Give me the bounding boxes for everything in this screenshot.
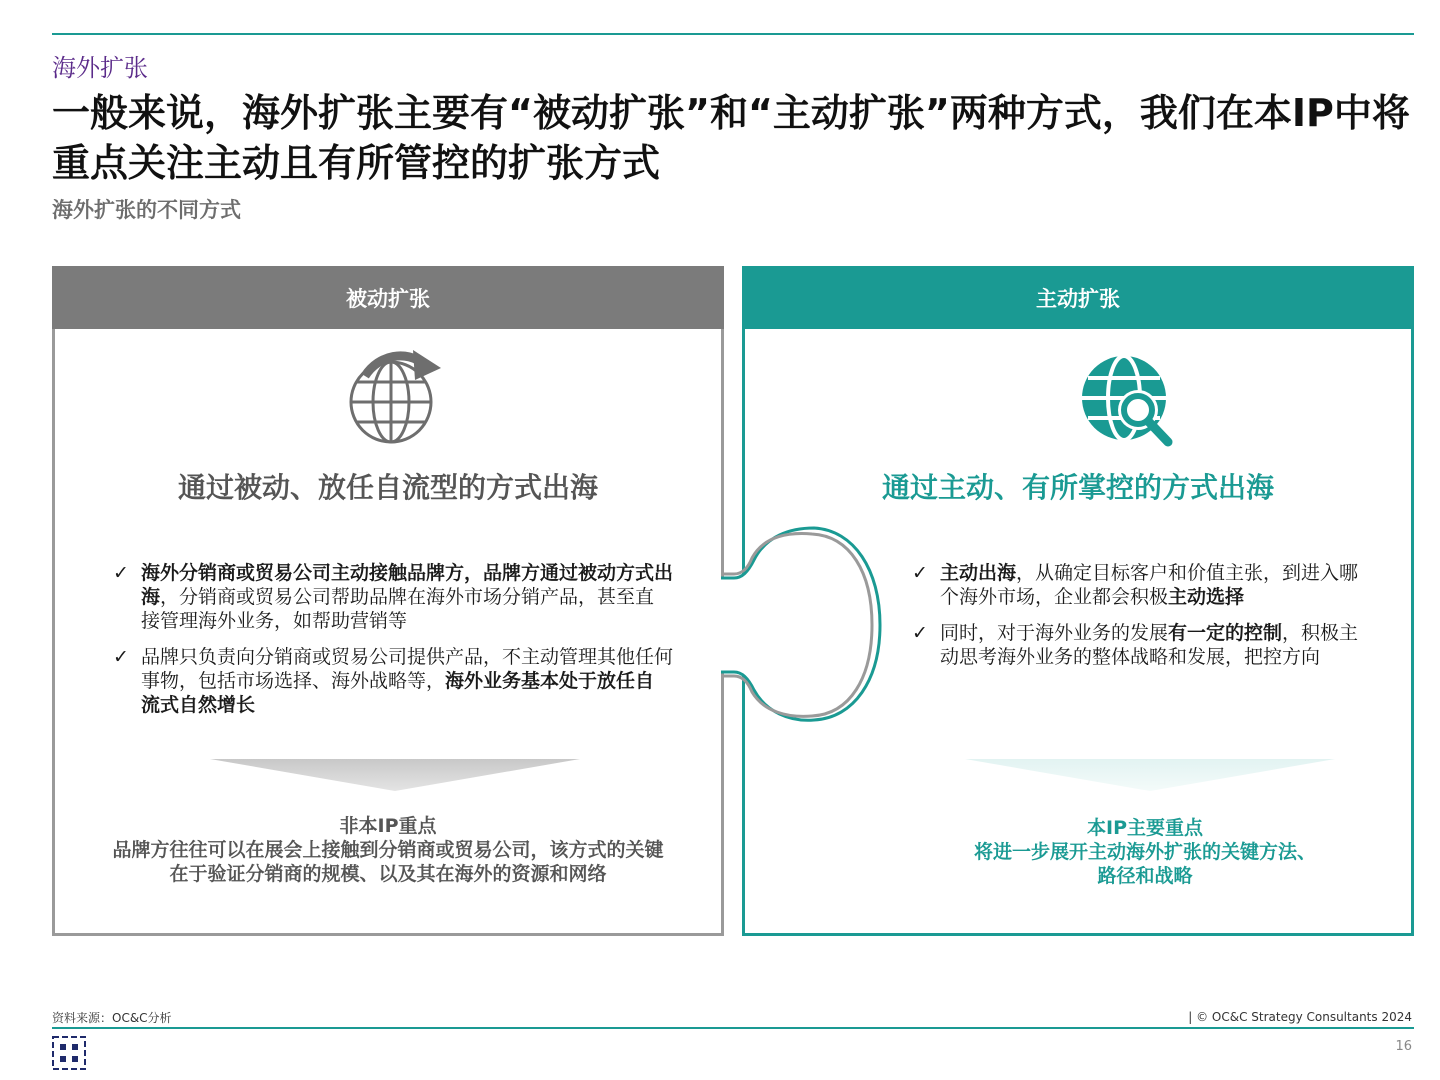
passive-conclusion-text: 品牌方往往可以在展会上接触到分销商或贸易公司，该方式的关键在于验证分销商的规模、以及其在海外的资源和网络	[112, 839, 664, 885]
page-number: 16	[1395, 1039, 1412, 1054]
company-logo-icon	[52, 1036, 86, 1070]
list-item	[912, 561, 1372, 609]
down-chevron-icon	[965, 759, 1335, 791]
check-icon: ✓	[912, 562, 928, 584]
source-note: 资料来源：OC&C分析	[52, 1011, 172, 1025]
bottom-divider	[52, 1027, 1414, 1029]
check-icon: ✓	[912, 622, 928, 644]
passive-conclusion	[55, 814, 721, 886]
passive-bullet-list	[113, 561, 673, 729]
down-chevron-icon	[210, 759, 580, 791]
passive-expansion-panel	[52, 266, 724, 936]
list-item	[912, 621, 1372, 669]
bullet-text: 品牌只负责向分销商或贸易公司提供产品，不主动管理其他任何事物，包括市场选择、海外战略等，	[141, 646, 674, 692]
globe-arrow-icon	[345, 346, 445, 446]
active-conclusion-title: 本IP主要重点	[1087, 817, 1203, 839]
passive-panel-header: 被动扩张	[52, 266, 724, 329]
section-tag: 海外扩张	[52, 54, 148, 82]
copyright-note: | © OC&C Strategy Consultants 2024	[1188, 1010, 1412, 1024]
page-title: 一般来说，海外扩张主要有“被动扩张”和“主动扩张”两种方式，我们在本IP中将重点关注主动且有所管控的扩张方式	[52, 91, 1410, 185]
top-divider	[52, 33, 1414, 35]
passive-conclusion-title: 非本IP重点	[339, 815, 437, 837]
check-icon: ✓	[113, 562, 129, 584]
bullet-text: 同时，对于海外业务的发展	[940, 622, 1169, 644]
bullet-text: ，从确定目标客户和价值主张，到进入哪个海外市场，企业都会积极	[940, 562, 1359, 608]
globe-search-icon	[1078, 352, 1178, 452]
bullet-emphasis: 海外分销商或贸易公司主动接触品牌方，品牌方通过被动方式出海	[141, 562, 674, 608]
active-conclusion-text: 将进一步展开主动海外扩张的关键方法、路径和战略	[973, 841, 1316, 887]
list-item	[113, 645, 673, 717]
check-icon: ✓	[113, 646, 129, 668]
bullet-text: ，积极主动思考海外业务的整体战略和发展，把控方向	[940, 622, 1359, 668]
active-panel-header: 主动扩张	[742, 266, 1414, 329]
bullet-emphasis: 海外业务基本处于放任自流式自然增长	[141, 670, 655, 716]
bullet-text: ，分销商或贸易公司帮助品牌在海外市场分销产品，甚至直接管理海外业务，如帮助营销等	[141, 586, 655, 632]
active-panel-title: 通过主动、有所掌控的方式出海	[881, 471, 1274, 504]
passive-panel-title: 通过被动、放任自流型的方式出海	[177, 471, 598, 504]
bullet-emphasis: 主动出海	[940, 562, 1017, 584]
puzzle-connector	[718, 520, 888, 730]
bullet-emphasis: 主动选择	[1168, 586, 1245, 608]
active-bullet-list	[912, 561, 1372, 681]
active-conclusion	[970, 816, 1320, 888]
list-item	[113, 561, 673, 633]
page-subtitle: 海外扩张的不同方式	[52, 198, 241, 222]
bullet-emphasis: 有一定的控制	[1168, 622, 1283, 644]
